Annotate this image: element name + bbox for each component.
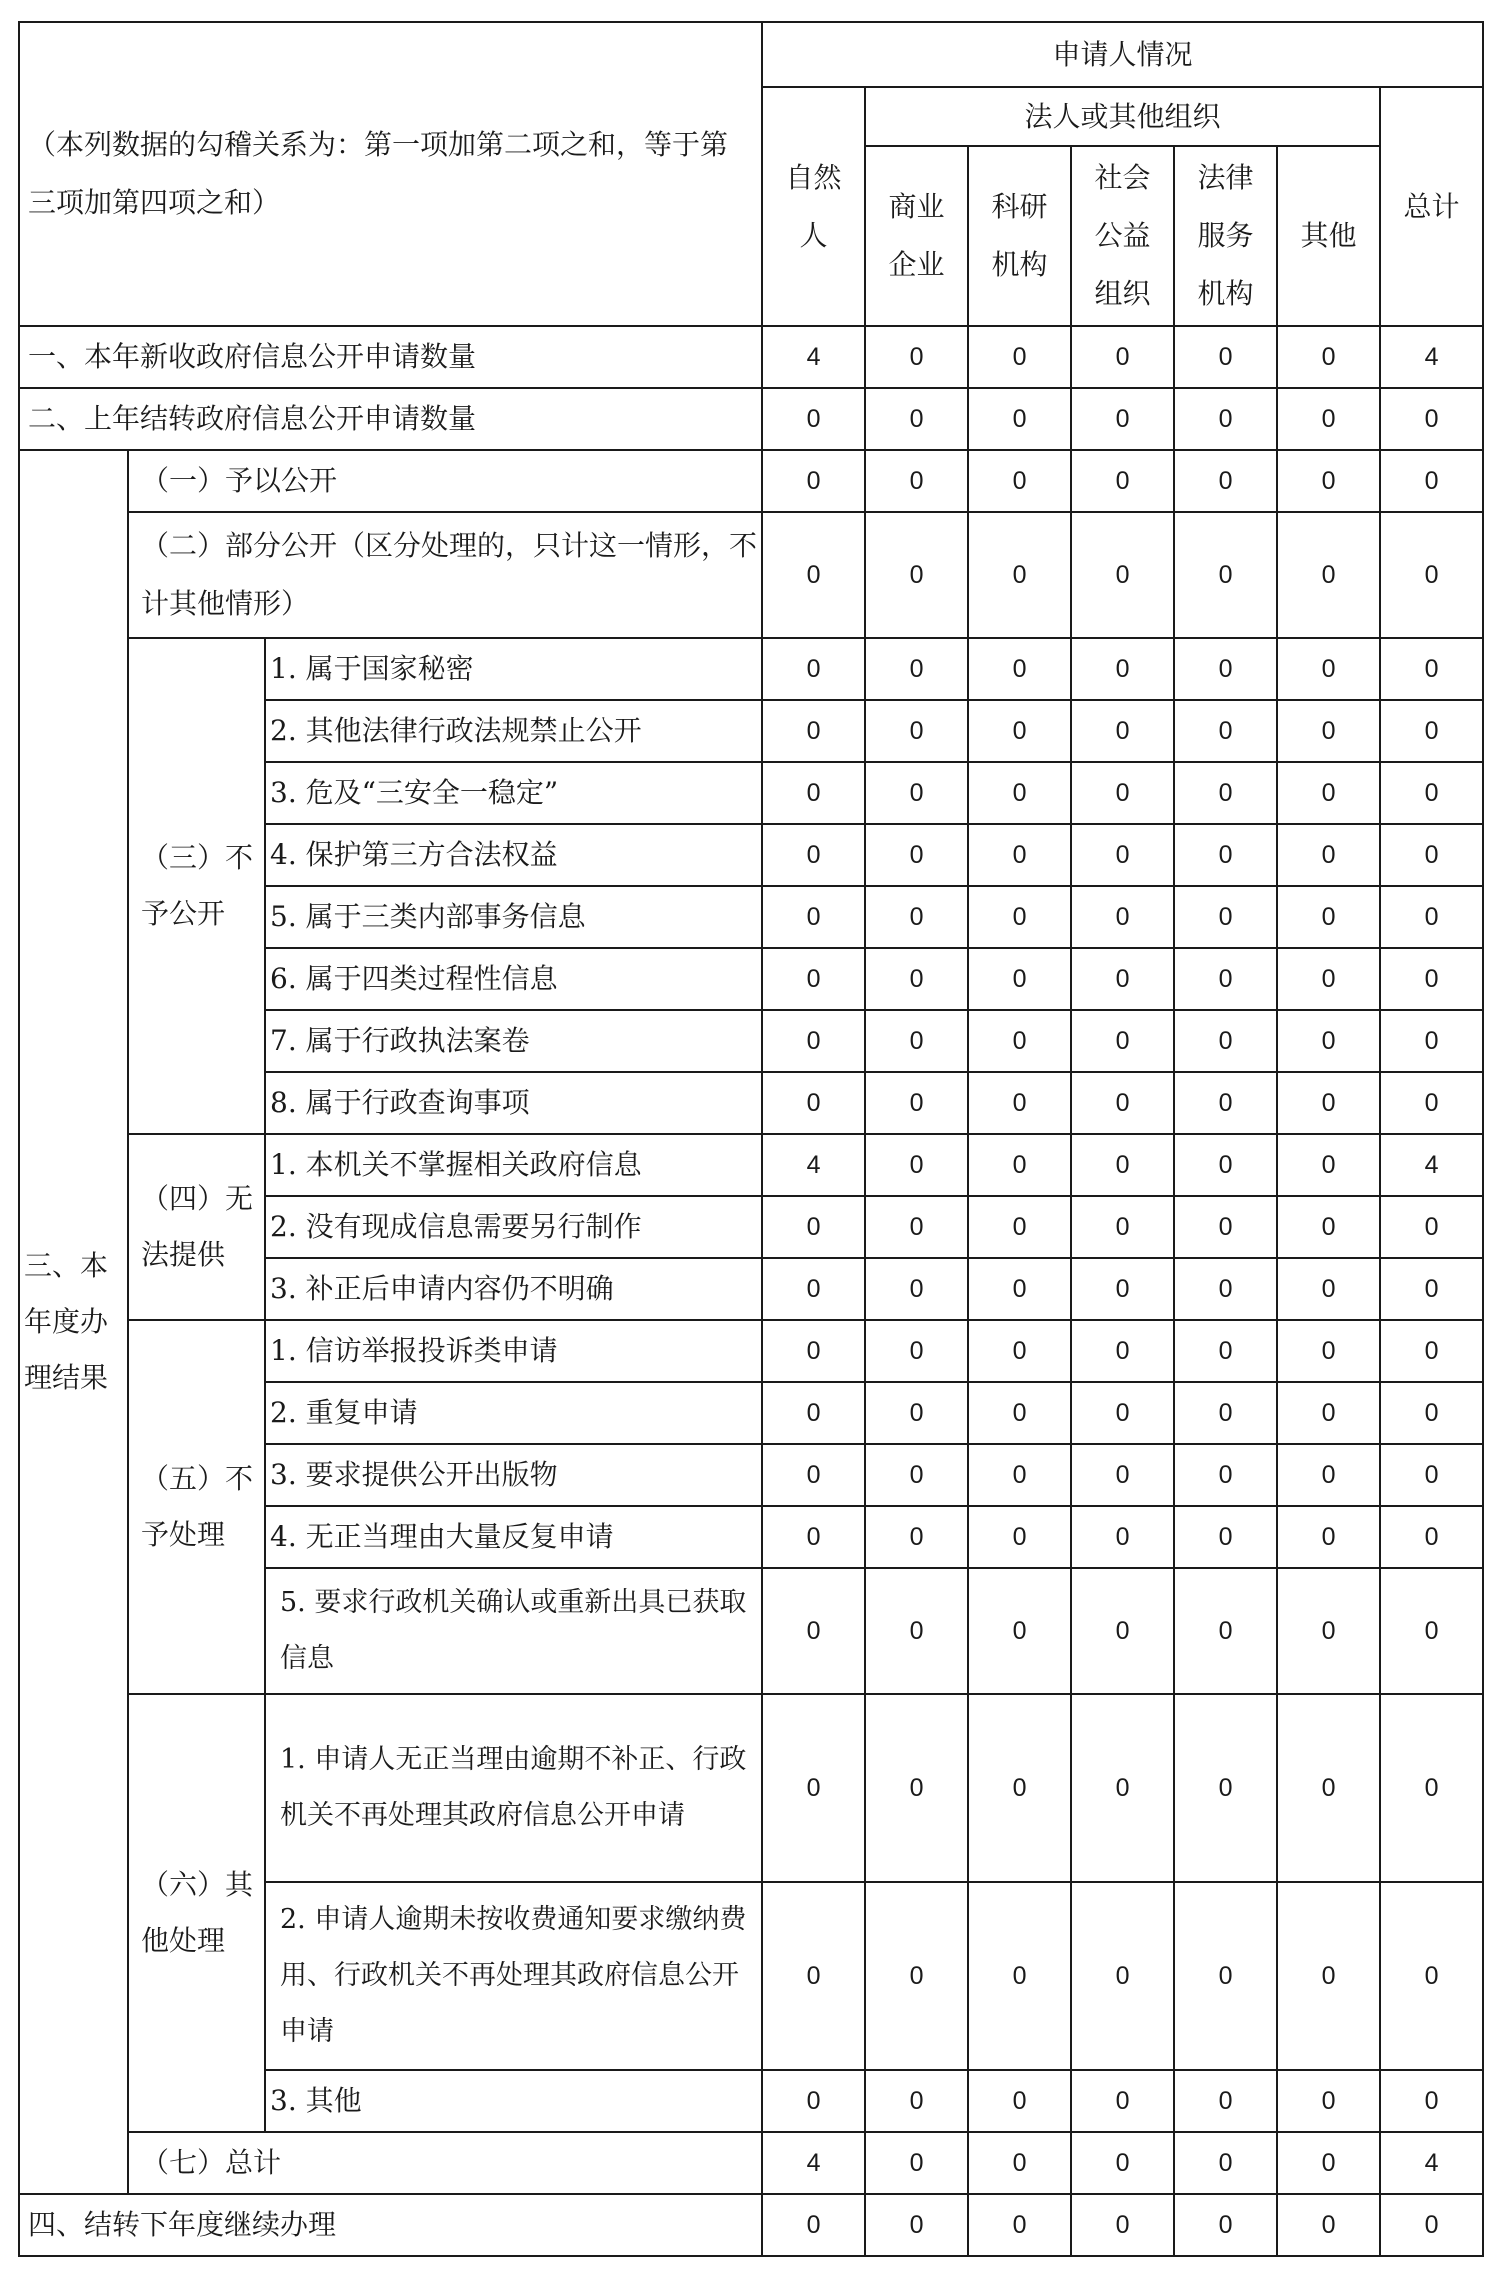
row-label-new-requests: 一、本年新收政府信息公开申请数量 xyxy=(19,326,762,388)
value-cell: 0 xyxy=(1174,1010,1277,1072)
value-cell: 0 xyxy=(1277,2070,1380,2132)
value-cell: 0 xyxy=(865,1506,968,1568)
value-cell: 0 xyxy=(1277,886,1380,948)
value-cell: 0 xyxy=(1277,700,1380,762)
value-cell: 0 xyxy=(762,824,865,886)
value-cell: 0 xyxy=(1277,1694,1380,1882)
value-cell: 0 xyxy=(1071,1320,1174,1382)
value-cell: 0 xyxy=(1174,1196,1277,1258)
value-cell: 0 xyxy=(762,1258,865,1320)
value-cell: 0 xyxy=(968,1072,1071,1134)
item-label: 4. 无正当理由大量反复申请 xyxy=(265,1506,762,1568)
value-cell: 0 xyxy=(1277,2194,1380,2256)
value-cell: 0 xyxy=(762,1568,865,1694)
value-cell: 0 xyxy=(1071,1010,1174,1072)
value-cell: 0 xyxy=(1277,1258,1380,1320)
value-cell: 0 xyxy=(1174,1506,1277,1568)
value-cell: 4 xyxy=(762,1134,865,1196)
value-cell: 0 xyxy=(865,1258,968,1320)
value-cell: 0 xyxy=(762,638,865,700)
value-cell: 0 xyxy=(1277,1382,1380,1444)
value-cell: 0 xyxy=(762,512,865,638)
value-cell: 0 xyxy=(1380,1010,1483,1072)
value-cell: 0 xyxy=(762,450,865,512)
value-cell: 0 xyxy=(968,1134,1071,1196)
value-cell: 0 xyxy=(1380,1568,1483,1694)
value-cell: 0 xyxy=(1380,512,1483,638)
value-cell: 0 xyxy=(968,638,1071,700)
table-row xyxy=(19,2194,1483,2256)
row-label-disclosed: （一）予以公开 xyxy=(128,450,762,512)
value-cell: 0 xyxy=(865,450,968,512)
value-cell: 0 xyxy=(1380,886,1483,948)
value-cell: 0 xyxy=(1174,512,1277,638)
value-cell: 0 xyxy=(968,1694,1071,1882)
value-cell: 0 xyxy=(968,886,1071,948)
value-cell: 0 xyxy=(1174,1320,1277,1382)
value-cell: 0 xyxy=(1277,638,1380,700)
value-cell: 0 xyxy=(968,1444,1071,1506)
value-cell: 0 xyxy=(968,762,1071,824)
value-cell: 0 xyxy=(968,1382,1071,1444)
item-label: 5. 要求行政机关确认或重新出具已获取信息 xyxy=(265,1568,762,1694)
col-total: 总计 xyxy=(1380,87,1483,326)
item-label: 4. 保护第三方合法权益 xyxy=(265,824,762,886)
item-label: 3. 危及“三安全一稳定” xyxy=(265,762,762,824)
value-cell: 0 xyxy=(1380,700,1483,762)
value-cell: 0 xyxy=(762,1882,865,2070)
value-cell: 0 xyxy=(1174,1882,1277,2070)
value-cell: 0 xyxy=(1277,1444,1380,1506)
item-label: 1. 信访举报投诉类申请 xyxy=(265,1320,762,1382)
value-cell: 0 xyxy=(1174,1258,1277,1320)
value-cell: 0 xyxy=(1071,512,1174,638)
value-cell: 0 xyxy=(1277,1196,1380,1258)
table-row xyxy=(19,1134,1483,1196)
value-cell: 0 xyxy=(1071,326,1174,388)
value-cell: 0 xyxy=(762,1694,865,1882)
item-label: 2. 其他法律行政法规禁止公开 xyxy=(265,700,762,762)
value-cell: 0 xyxy=(865,512,968,638)
value-cell: 0 xyxy=(1174,1444,1277,1506)
table-row xyxy=(19,1320,1483,1382)
value-cell: 0 xyxy=(865,1444,968,1506)
value-cell: 0 xyxy=(968,326,1071,388)
value-cell: 0 xyxy=(968,512,1071,638)
value-cell: 0 xyxy=(762,1196,865,1258)
table-row xyxy=(19,2132,1483,2194)
row-label-carried-over: 二、上年结转政府信息公开申请数量 xyxy=(19,388,762,450)
value-cell: 0 xyxy=(865,1694,968,1882)
value-cell: 0 xyxy=(1380,1072,1483,1134)
value-cell: 0 xyxy=(1277,762,1380,824)
value-cell: 0 xyxy=(1277,824,1380,886)
value-cell: 0 xyxy=(1071,2132,1174,2194)
item-label: 5. 属于三类内部事务信息 xyxy=(265,886,762,948)
value-cell: 0 xyxy=(1277,1010,1380,1072)
value-cell: 0 xyxy=(865,638,968,700)
value-cell: 0 xyxy=(865,1320,968,1382)
value-cell: 0 xyxy=(1174,450,1277,512)
value-cell: 0 xyxy=(1071,886,1174,948)
value-cell: 0 xyxy=(1071,1382,1174,1444)
group-label-g6: （六）其他处理 xyxy=(128,1694,265,2132)
col-public-welfare: 社会公益组织 xyxy=(1071,146,1174,326)
value-cell: 0 xyxy=(1380,388,1483,450)
item-label: 1. 申请人无正当理由逾期不补正、行政机关不再处理其政府信息公开申请 xyxy=(265,1694,762,1882)
value-cell: 0 xyxy=(1071,388,1174,450)
item-label: 1. 本机关不掌握相关政府信息 xyxy=(265,1134,762,1196)
item-label: 2. 没有现成信息需要另行制作 xyxy=(265,1196,762,1258)
value-cell: 0 xyxy=(865,2070,968,2132)
value-cell: 0 xyxy=(865,1382,968,1444)
value-cell: 0 xyxy=(1071,1694,1174,1882)
value-cell: 0 xyxy=(865,1010,968,1072)
value-cell: 0 xyxy=(1277,1072,1380,1134)
value-cell: 4 xyxy=(762,326,865,388)
value-cell: 0 xyxy=(1380,1258,1483,1320)
group-label-g3: （三）不予公开 xyxy=(128,638,265,1134)
col-natural-person: 自然人 xyxy=(762,87,865,326)
value-cell: 0 xyxy=(1174,2132,1277,2194)
value-cell: 0 xyxy=(1277,1568,1380,1694)
value-cell: 0 xyxy=(1380,450,1483,512)
value-cell: 0 xyxy=(1174,2194,1277,2256)
value-cell: 0 xyxy=(1174,1382,1277,1444)
value-cell: 0 xyxy=(1174,1072,1277,1134)
value-cell: 0 xyxy=(1071,1882,1174,2070)
value-cell: 0 xyxy=(762,388,865,450)
table-row xyxy=(19,638,1483,700)
value-cell: 0 xyxy=(1380,1444,1483,1506)
value-cell: 0 xyxy=(865,2194,968,2256)
value-cell: 0 xyxy=(762,1382,865,1444)
item-label: 6. 属于四类过程性信息 xyxy=(265,948,762,1010)
table-row xyxy=(19,450,1483,512)
value-cell: 0 xyxy=(1277,1134,1380,1196)
value-cell: 0 xyxy=(762,1506,865,1568)
value-cell: 0 xyxy=(968,1882,1071,2070)
value-cell: 0 xyxy=(1174,1694,1277,1882)
value-cell: 0 xyxy=(1277,512,1380,638)
value-cell: 0 xyxy=(968,1010,1071,1072)
value-cell: 0 xyxy=(865,824,968,886)
value-cell: 0 xyxy=(1174,948,1277,1010)
value-cell: 0 xyxy=(1174,388,1277,450)
value-cell: 0 xyxy=(968,1568,1071,1694)
value-cell: 0 xyxy=(865,948,968,1010)
value-cell: 0 xyxy=(1380,1382,1483,1444)
row-label-total: （七）总计 xyxy=(128,2132,762,2194)
value-cell: 0 xyxy=(968,2194,1071,2256)
value-cell: 0 xyxy=(762,762,865,824)
value-cell: 0 xyxy=(865,326,968,388)
value-cell: 4 xyxy=(1380,2132,1483,2194)
value-cell: 0 xyxy=(1174,886,1277,948)
col-business: 商业企业 xyxy=(865,146,968,326)
group-label-g5: （五）不予处理 xyxy=(128,1320,265,1694)
value-cell: 0 xyxy=(1071,948,1174,1010)
value-cell: 0 xyxy=(968,1320,1071,1382)
value-cell: 0 xyxy=(1277,1506,1380,1568)
value-cell: 0 xyxy=(865,1882,968,2070)
value-cell: 0 xyxy=(865,700,968,762)
value-cell: 0 xyxy=(1380,638,1483,700)
value-cell: 0 xyxy=(1277,388,1380,450)
value-cell: 0 xyxy=(968,1196,1071,1258)
value-cell: 0 xyxy=(1277,1320,1380,1382)
value-cell: 0 xyxy=(1174,326,1277,388)
value-cell: 0 xyxy=(762,1072,865,1134)
value-cell: 0 xyxy=(1174,638,1277,700)
item-label: 8. 属于行政查询事项 xyxy=(265,1072,762,1134)
value-cell: 0 xyxy=(1174,700,1277,762)
value-cell: 0 xyxy=(1071,1444,1174,1506)
value-cell: 0 xyxy=(1174,762,1277,824)
value-cell: 0 xyxy=(1071,638,1174,700)
value-cell: 0 xyxy=(1380,1320,1483,1382)
value-cell: 0 xyxy=(1380,762,1483,824)
value-cell: 0 xyxy=(762,948,865,1010)
value-cell: 0 xyxy=(968,948,1071,1010)
value-cell: 0 xyxy=(1380,824,1483,886)
value-cell: 0 xyxy=(1071,1258,1174,1320)
table-row xyxy=(19,1694,1483,1882)
value-cell: 0 xyxy=(865,886,968,948)
value-cell: 0 xyxy=(1071,2070,1174,2132)
value-cell: 0 xyxy=(968,2132,1071,2194)
value-cell: 0 xyxy=(1380,1506,1483,1568)
table-row xyxy=(19,326,1483,388)
value-cell: 0 xyxy=(1277,450,1380,512)
value-cell: 0 xyxy=(968,824,1071,886)
legal-persons-header: 法人或其他组织 xyxy=(865,87,1380,146)
value-cell: 4 xyxy=(762,2132,865,2194)
value-cell: 0 xyxy=(1174,824,1277,886)
value-cell: 0 xyxy=(1174,1568,1277,1694)
col-other: 其他 xyxy=(1277,146,1380,326)
value-cell: 0 xyxy=(1071,1072,1174,1134)
value-cell: 0 xyxy=(1071,1568,1174,1694)
item-label: 3. 补正后申请内容仍不明确 xyxy=(265,1258,762,1320)
value-cell: 0 xyxy=(865,388,968,450)
value-cell: 0 xyxy=(762,2194,865,2256)
value-cell: 0 xyxy=(1174,1134,1277,1196)
value-cell: 0 xyxy=(968,2070,1071,2132)
value-cell: 0 xyxy=(968,1258,1071,1320)
value-cell: 0 xyxy=(1380,1882,1483,2070)
value-cell: 0 xyxy=(762,700,865,762)
value-cell: 0 xyxy=(968,1506,1071,1568)
government-info-disclosure-table xyxy=(18,21,1484,2257)
item-label: 3. 要求提供公开出版物 xyxy=(265,1444,762,1506)
item-label: 2. 申请人逾期未按收费通知要求缴纳费用、行政机关不再处理其政府信息公开申请 xyxy=(265,1882,762,2070)
value-cell: 0 xyxy=(865,1568,968,1694)
value-cell: 0 xyxy=(1277,948,1380,1010)
value-cell: 0 xyxy=(762,1010,865,1072)
value-cell: 0 xyxy=(762,1320,865,1382)
value-cell: 0 xyxy=(1277,1882,1380,2070)
value-cell: 0 xyxy=(762,1444,865,1506)
value-cell: 0 xyxy=(1277,326,1380,388)
value-cell: 0 xyxy=(968,450,1071,512)
value-cell: 0 xyxy=(1071,1134,1174,1196)
value-cell: 0 xyxy=(762,886,865,948)
value-cell: 0 xyxy=(968,388,1071,450)
value-cell: 0 xyxy=(1071,824,1174,886)
section3-label: 三、本年度办理结果 xyxy=(19,450,128,2194)
item-label: 2. 重复申请 xyxy=(265,1382,762,1444)
item-label: 7. 属于行政执法案卷 xyxy=(265,1010,762,1072)
value-cell: 0 xyxy=(1380,1694,1483,1882)
table-row xyxy=(19,512,1483,638)
applicant-situation-header: 申请人情况 xyxy=(762,22,1483,87)
value-cell: 0 xyxy=(1380,1196,1483,1258)
item-label: 1. 属于国家秘密 xyxy=(265,638,762,700)
group-label-g4: （四）无法提供 xyxy=(128,1134,265,1320)
table-row xyxy=(19,388,1483,450)
value-cell: 0 xyxy=(865,1196,968,1258)
col-legal-service: 法律服务机构 xyxy=(1174,146,1277,326)
value-cell: 0 xyxy=(1071,1196,1174,1258)
value-cell: 0 xyxy=(1277,2132,1380,2194)
row-label-carry-forward: 四、结转下年度继续办理 xyxy=(19,2194,762,2256)
value-cell: 0 xyxy=(865,762,968,824)
value-cell: 0 xyxy=(1071,2194,1174,2256)
value-cell: 0 xyxy=(865,1134,968,1196)
value-cell: 0 xyxy=(1380,948,1483,1010)
value-cell: 0 xyxy=(968,700,1071,762)
value-cell: 0 xyxy=(1071,1506,1174,1568)
value-cell: 0 xyxy=(865,1072,968,1134)
col-research: 科研机构 xyxy=(968,146,1071,326)
value-cell: 4 xyxy=(1380,326,1483,388)
value-cell: 0 xyxy=(1071,700,1174,762)
value-cell: 0 xyxy=(1380,2194,1483,2256)
value-cell: 0 xyxy=(1071,450,1174,512)
row-label-partial: （二）部分公开（区分处理的，只计这一情形，不计其他情形） xyxy=(128,512,762,638)
value-cell: 0 xyxy=(762,2070,865,2132)
value-cell: 0 xyxy=(1380,2070,1483,2132)
header-note: （本列数据的勾稽关系为：第一项加第二项之和，等于第三项加第四项之和） xyxy=(19,22,762,326)
item-label: 3. 其他 xyxy=(265,2070,762,2132)
value-cell: 0 xyxy=(1071,762,1174,824)
value-cell: 4 xyxy=(1380,1134,1483,1196)
value-cell: 0 xyxy=(1174,2070,1277,2132)
value-cell: 0 xyxy=(865,2132,968,2194)
